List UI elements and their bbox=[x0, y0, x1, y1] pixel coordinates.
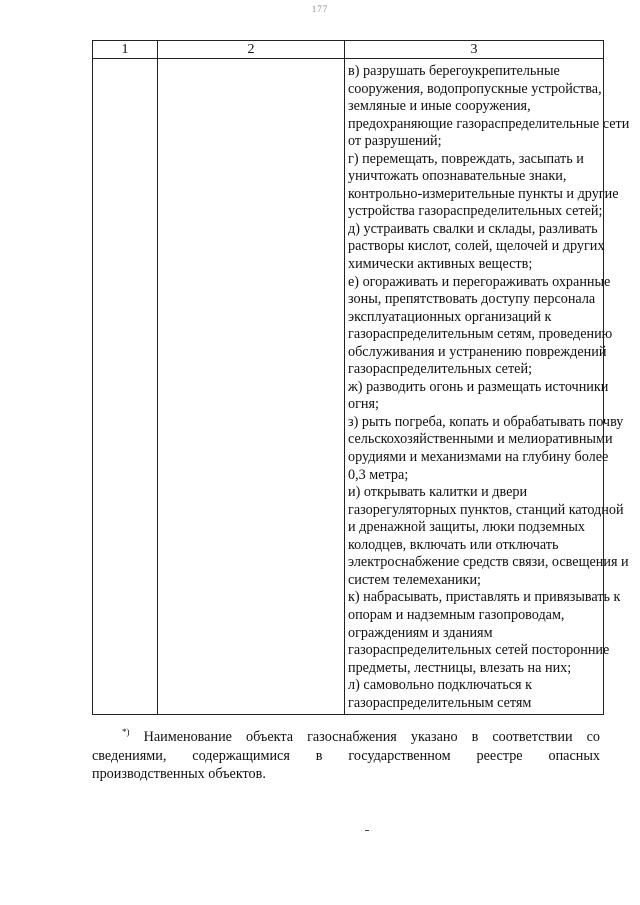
prohibitions-table bbox=[92, 40, 630, 715]
list-line: ж) разводить огонь и размещать источники bbox=[348, 378, 609, 395]
list-line: устройства газораспределительных сетей; bbox=[348, 203, 603, 220]
column-header-1: 1 bbox=[93, 41, 158, 59]
column-header-2: 2 bbox=[158, 41, 345, 59]
list-line: контрольно-измерительные пункты и другие bbox=[348, 185, 619, 202]
list-line: орудиями и механизмами на глубину более bbox=[348, 449, 609, 466]
list-line: к) набрасывать, приставлять и привязывать к bbox=[348, 589, 621, 606]
table-row bbox=[93, 59, 604, 715]
list-line: газораспределительных сетей посторонние bbox=[348, 642, 610, 659]
list-line: ограждениям и зданиям bbox=[348, 624, 493, 641]
list-line: г) перемещать, повреждать, засыпать и bbox=[348, 150, 584, 167]
list-line: огня; bbox=[348, 396, 379, 413]
list-line: з) рыть погреба, копать и обрабатывать почву bbox=[348, 413, 624, 430]
cell-col3 bbox=[345, 59, 630, 715]
list-line: эксплуатационных организаций к bbox=[348, 308, 552, 325]
list-line: 0,3 метра; bbox=[348, 466, 409, 483]
list-line: земляные и иные сооружения, bbox=[348, 98, 531, 115]
list-line: уничтожать опознавательные знаки, bbox=[348, 168, 567, 185]
footnote bbox=[92, 728, 600, 784]
list-line: сооружения, водопропускные устройства, bbox=[348, 80, 602, 97]
list-line: и дренажной защиты, люки подземных bbox=[348, 519, 585, 536]
list-line: обслуживания и устранению повреждений bbox=[348, 343, 607, 360]
list-line: и) открывать калитки и двери bbox=[348, 484, 528, 501]
list-line: растворы кислот, солей, щелочей и других bbox=[348, 238, 605, 255]
list-line: предохраняющие газораспределительные сети bbox=[348, 115, 630, 132]
list-line: е) огораживать и перегораживать охранные bbox=[348, 273, 611, 290]
list-line: электроснабжение средств связи, освещения и bbox=[348, 554, 629, 571]
scan-mark bbox=[365, 830, 369, 831]
list-line: колодцев, включать или отключать bbox=[348, 536, 559, 553]
cell-col2 bbox=[158, 59, 345, 715]
footnote-line-3: производственных объектов. bbox=[92, 766, 266, 782]
list-line: зоны, препятствовать доступу персонала bbox=[348, 291, 596, 308]
page-number: 177 bbox=[311, 4, 329, 14]
list-line: химически активных веществ; bbox=[348, 256, 533, 273]
list-line: от разрушений; bbox=[348, 133, 442, 150]
list-line: систем телемеханики; bbox=[348, 571, 481, 588]
list-line: газораспределительным сетям bbox=[348, 694, 532, 711]
cell-col1 bbox=[93, 59, 158, 715]
list-line: сельскохозяйственными и мелиоративными bbox=[348, 431, 613, 448]
list-line: л) самовольно подключаться к bbox=[348, 677, 533, 694]
list-line: в) разрушать берегоукрепительные bbox=[348, 63, 560, 79]
prohibitions-list bbox=[345, 59, 630, 714]
list-line: предметы, лестницы, влезать на них; bbox=[348, 659, 572, 676]
footnote-marker: *) bbox=[122, 727, 130, 737]
list-line: опорам и надземным газопроводам, bbox=[348, 606, 565, 623]
column-header-3: 3 bbox=[345, 41, 604, 59]
list-line: газораспределительных сетей; bbox=[348, 361, 533, 378]
list-line: д) устраивать свалки и склады, разливать bbox=[348, 220, 598, 237]
list-line: газораспределительным сетям, проведению bbox=[348, 326, 613, 343]
footnote-line-2: сведениями, содержащимися в государственном реестре опасных bbox=[92, 747, 600, 764]
footnote-line-1: Наименование объекта газоснабжения указано в соответствии со bbox=[143, 729, 601, 745]
table-header-row bbox=[93, 41, 604, 59]
list-line: газорегуляторных пунктов, станций катодной bbox=[348, 501, 624, 518]
